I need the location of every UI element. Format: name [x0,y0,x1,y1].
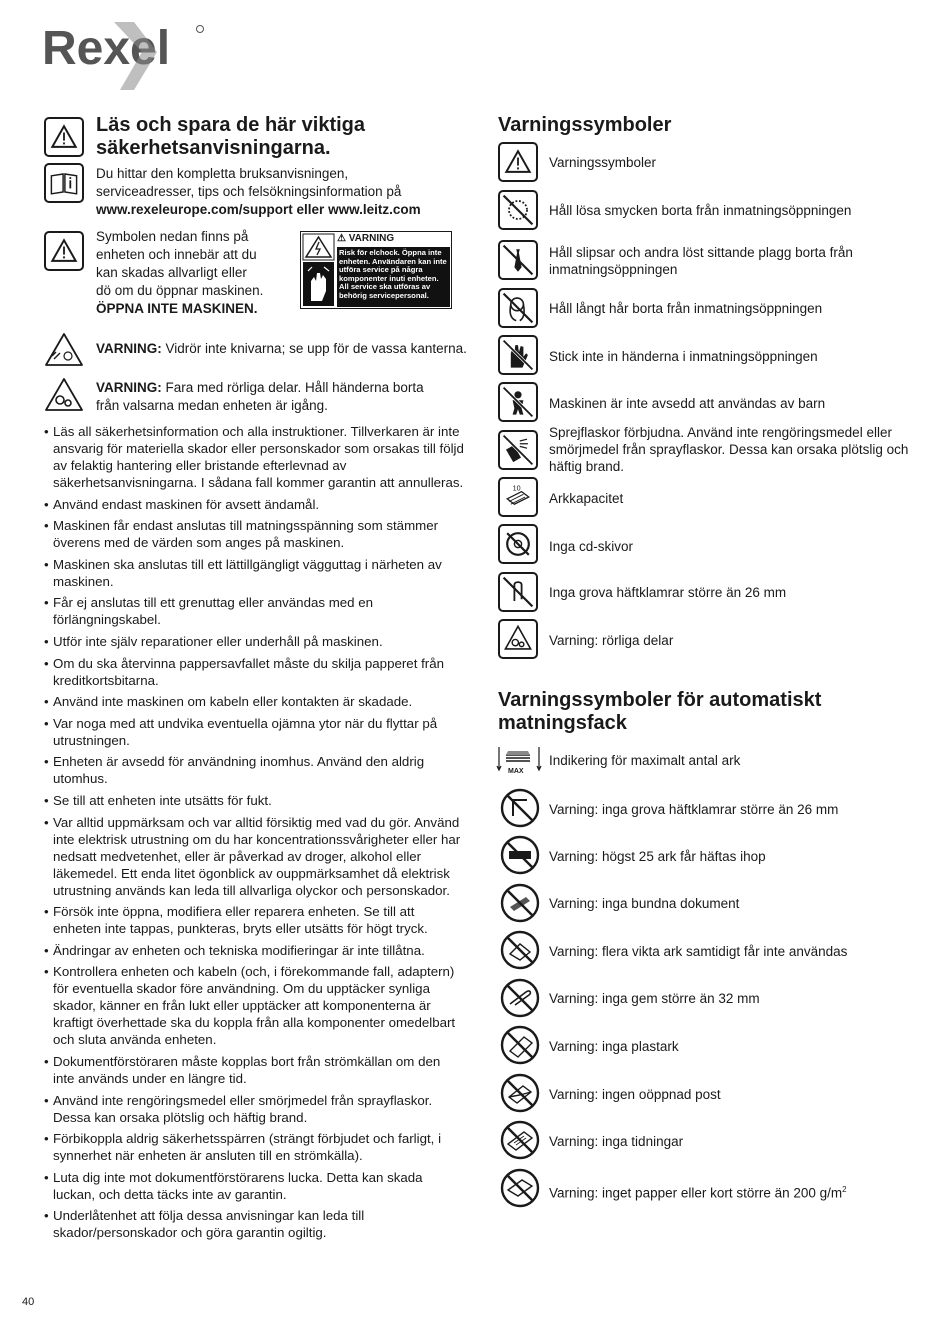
warning-triangle-icon [44,117,84,157]
list-item: • Se till att enheten inte utsätts för fukt. [44,792,464,809]
page-title: Läs och spara de här viktiga säkerhetsanvisningarna. [96,114,365,159]
sheet-capacity-icon [498,477,538,517]
heading-line-1: Varningssymboler för automatiskt [498,689,822,711]
moving-warning-bold: VARNING: [96,380,162,395]
list-item: • Utför inte själv reparationer eller underhåll på maskinen. [44,633,464,650]
symbol-label: Inga grova häftklamrar större än 26 mm [549,585,787,600]
symbol-label: Varning: ingen oöppnad post [549,1087,721,1102]
knife-warning-bold: VARNING: [96,341,162,356]
moving-warning-line-2: från valsarna medan enheten är igång. [96,398,328,413]
rexel-logo [42,12,212,92]
no-children-icon [498,382,538,422]
knife-warning-icon [44,331,84,371]
list-item: • Var noga med att undvika eventuella ojämna ytor när du flyttar på utrustningen. [44,715,464,749]
no-large-staples-icon [500,788,540,828]
moving-warning-line-1 [96,379,476,397]
max-sheets-icon [496,743,542,775]
section-heading-warning-symbols: Varningssymboler [498,114,672,136]
no-folded-sheets-icon [500,930,540,970]
warning-triangle-icon [498,142,538,182]
no-plastic-sheets-icon [500,1025,540,1065]
max-stapled-sheets-icon [500,835,540,875]
no-spray-icon [498,430,538,470]
support-link[interactable]: www.rexeleurope.com/support eller www.leitz.com [96,202,421,217]
logo-text: Rexel [42,22,171,75]
list-item: • Var alltid uppmärksam och var alltid försiktig med vad du gör. Använd inte elektrisk utrustning om du har koncentrationssvårigheter eller har nedsatt medvetenhet, eller är påverkad av droger, alkohol eller läkemedel. Ett enda litet ögonblick av ouppmärksamhet då elektrisk utrustning används kan leda till allvarliga olyckor och personskador. [44,814,464,899]
safety-instructions-list [44,423,464,1246]
symbol-note-bold: ÖPPNA INTE MASKINEN. [96,301,258,316]
symbol-label: Varning: inga grova häftklamrar större än 26 mm [549,802,839,817]
max-label: MAX [508,768,524,775]
list-item: • Använd endast maskinen för avsett ändamål. [44,496,464,513]
warning-triangle-icon [44,231,84,271]
list-item: • Underlåtenhet att följa dessa anvisningar kan leda till skador/personskador och göra garantin ogiltig. [44,1207,464,1241]
manual-book-icon [44,163,84,203]
list-item: • Använd inte rengöringsmedel eller smörjmedel från sprayflaskor. Dessa kan orsaka plötslig och häftig brand. [44,1092,464,1126]
moving-parts-icon [498,619,538,659]
warning-label-heading [337,233,394,244]
symbol-label: Håll långt hår borta från inmatningsöppningen [549,301,823,316]
symbol-label: Håll slipsar och andra löst sittande plagg borta från inmatningsöppningen [549,245,853,277]
symbol-label: Varning: högst 25 ark får häftas ihop [549,849,766,864]
list-item: • Enheten är avsedd för användning inomhus. Använd den aldrig utomhus. [44,753,464,787]
no-jewelry-icon [498,190,538,230]
symbol-label: Arkkapacitet [549,491,624,506]
symbol-label: Varning: inga bundna dokument [549,896,740,911]
warning-label [300,231,452,309]
list-item: • Maskinen får endast anslutas till matningsspänning som stämmer överens med de värden som anges på maskinen. [44,517,464,551]
no-long-hair-icon [498,288,538,328]
list-item: • Använd inte maskinen om kabeln eller kontakten är skadade. [44,693,464,710]
symbol-label: Maskinen är inte avsedd att användas av barn [549,396,826,411]
no-large-staples-icon [498,572,538,612]
no-unopened-mail-icon [500,1073,540,1113]
warning-triangle-icon: ⚠ [337,233,346,244]
symbol-label: Varning: inga gem större än 32 mm [549,991,760,1006]
page-number: 40 [22,1296,35,1308]
intro-line-2: serviceadresser, tips och felsökningsinformation på [96,184,402,199]
list-item: • Luta dig inte mot dokumentförstörarens lucka. Detta kan skada luckan, och detta täcks inte av garantin. [44,1169,464,1203]
no-heavy-paper-icon [500,1168,540,1208]
symbol-note-line: kan skadas allvarligt eller [96,265,247,280]
list-item: • Läs all säkerhetsinformation och alla instruktioner. Tillverkaren är inte ansvarig för materiella skador eller personskador som orsakas till följd av felaktig hantering eller bristande efterlevnad av säkerhetsanvisningarna. I sådana fall kommer garantin att annulleras. [44,423,464,491]
warning-label-body: Risk för elchock. Öppna inte enheten. Användaren kan inte utföra service på några komponenter inuti enheten. All service ska utföras av behörig servicepersonal. [337,247,450,307]
moving-parts-warning-icon [44,376,84,416]
symbol-label: Varning: inga plastark [549,1039,679,1054]
symbol-label: Varning: flera vikta ark samtidigt får inte användas [549,944,848,959]
no-cd-icon [498,524,538,564]
no-tie-icon [498,240,538,280]
svg-text:10: 10 [512,483,521,493]
symbol-label: Sprejflaskor förbjudna. Använd inte rengöringsmedel eller smörjmedel från sprayflaskor. Dessa kan orsaka plötslig och häftig brand. [549,425,909,474]
superscript: 2 [842,1185,847,1194]
symbol-label: Varning: rörliga delar [549,633,674,648]
list-item: • Försök inte öppna, modifiera eller reparera enheten. Se till att enheten inte tappas, punkteras, bryts eller utsätts för högt tryck. [44,903,464,937]
symbol-label: Inga cd-skivor [549,539,634,554]
section-heading-auto-feed [498,689,918,735]
intro-line-1: Du hittar den kompletta bruksanvisningen, [96,166,349,181]
knife-warning-body: Vidrör inte knivarna; se upp för de vassa kanterna. [161,341,467,356]
symbol-label: Håll lösa smycken borta från inmatningsöppningen [549,203,852,218]
list-item: • Maskinen ska anslutas till ett lättillgängligt vägguttag i närheten av maskinen. [44,556,464,590]
no-newspapers-icon [500,1120,540,1160]
no-hands-icon [498,335,538,375]
heading-line-2: matningsfack [498,712,627,734]
list-item: • Får ej anslutas till ett grenuttag eller användas med en förlängningskabel. [44,594,464,628]
no-bound-documents-icon [500,883,540,923]
symbol-note-line: Symbolen nedan finns på [96,229,249,244]
no-large-paperclips-icon [500,978,540,1018]
list-item: • Ändringar av enheten och tekniska modifieringar är inte tillåtna. [44,942,464,959]
symbol-label: Varningssymboler [549,155,657,170]
symbol-note-line: enheten och innebär att du [96,247,257,262]
list-item: • Förbikoppla aldrig säkerhetsspärren (strängt förbjudet och farligt, i synnerhet när enheten är ansluten till en strömkälla). [44,1130,464,1164]
moving-warning-body: Fara med rörliga delar. Håll händerna borta [161,380,424,395]
symbol-label: Varning: inga tidningar [549,1134,684,1149]
warning-label-head-text: VARNING [348,233,395,244]
knife-warning-text [96,340,486,358]
list-item: • Kontrollera enheten och kabeln (och, i förekommande fall, adaptern) för eventuella skador före användning. Om du upptäcker synliga skador, känner en från lukt eller upptäcker att komponenterna är kraftigt överhettade ska du koppla från alla komponenter omedelbart och sluta använda enheten. [44,963,464,1048]
symbol-label: Stick inte in händerna i inmatningsöppningen [549,349,818,364]
symbol-label: Varning: inget papper eller kort större än 200 g/m [549,1185,843,1201]
symbol-label-paper-weight [549,1181,919,1202]
symbol-label: Indikering för maximalt antal ark [549,753,741,768]
list-item: • Om du ska återvinna pappersavfallet måste du skilja papperet från kreditkortsbitarna. [44,655,464,689]
list-item: • Dokumentförstöraren måste kopplas bort från strömkällan om den inte används under en längre tid. [44,1053,464,1087]
symbol-note-line: dö om du öppnar maskinen. [96,283,264,298]
electric-shock-icon [302,233,335,307]
